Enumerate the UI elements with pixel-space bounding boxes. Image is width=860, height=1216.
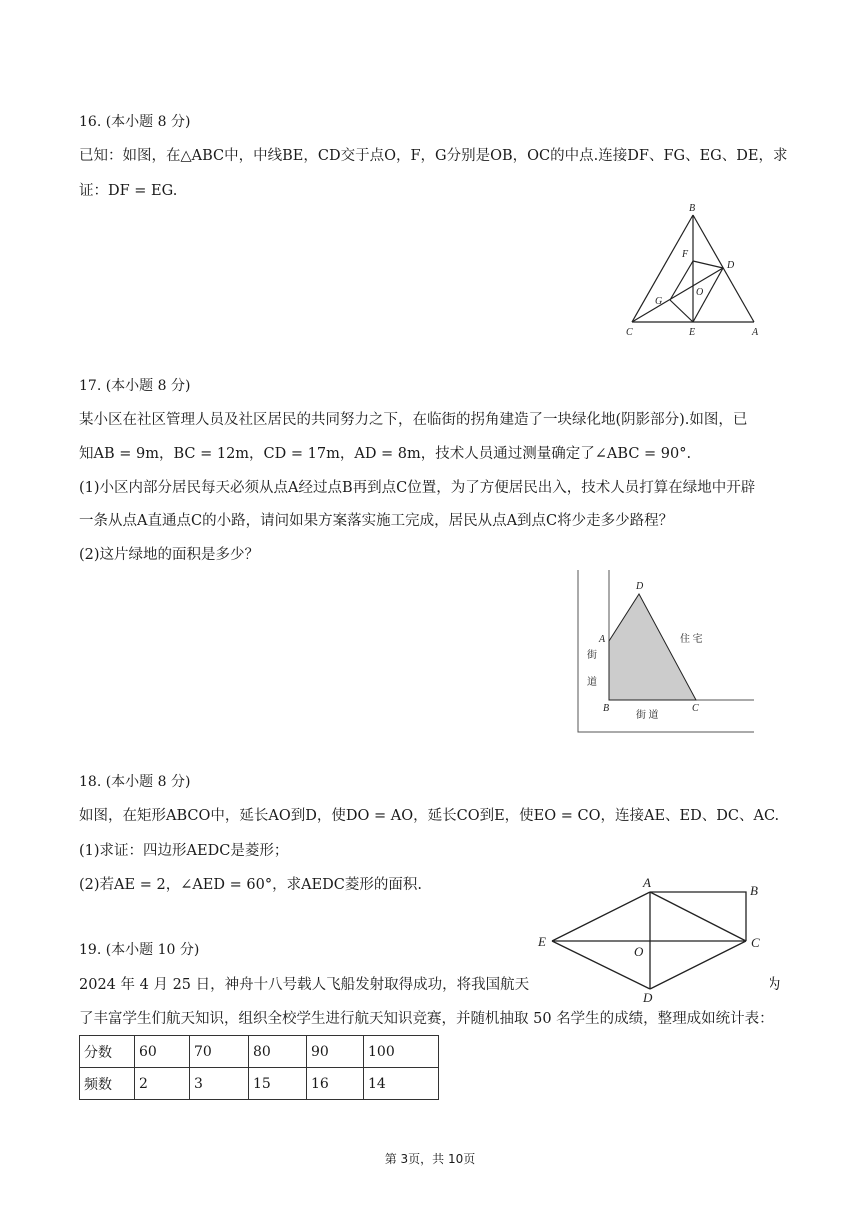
- q16-text-line1: 已知：如图，在△ABC中，中线BE，CD交于点O，F，G分别是OB，OC的中点.连接DF、FG、EG、DE，求: [79, 148, 788, 164]
- q16-label-f: F: [682, 249, 689, 260]
- q16-label-g: G: [655, 296, 663, 307]
- q17-text-line4: 一条从点A直通点C的小路，请问如果方案落实施工完成，居民从点A到点C将少走多少路程？: [79, 513, 674, 529]
- table-row: [80, 1036, 439, 1068]
- q17-street-vertical-1: 街: [587, 650, 597, 661]
- q17-label-d: D: [636, 581, 644, 592]
- q18-label-d: D: [643, 990, 653, 1005]
- table-cell: 70: [190, 1036, 249, 1068]
- q17-text-line1: 某小区在社区管理人员及社区居民的共同努力之下，在临街的拐角建造了一块绿化地(阴影部分).如图，已: [79, 412, 748, 428]
- q18-text-line3: (2)若AE = 2，∠AED = 60°，求AEDC菱形的面积.: [79, 877, 422, 893]
- q18-heading: 18. (本小题 8 分): [79, 774, 191, 790]
- score-frequency-table: [79, 1035, 439, 1100]
- q16-text-line2: 证：DF = EG.: [79, 183, 178, 199]
- table-cell: 100: [364, 1036, 439, 1068]
- q16-label-a: A: [752, 327, 759, 338]
- table-cell: 15: [249, 1068, 307, 1100]
- table-cell: 分数: [80, 1036, 135, 1068]
- page-footer: 第 3页，共 10页: [384, 1152, 476, 1166]
- table-cell: 16: [307, 1068, 364, 1100]
- q16-label-b: B: [689, 203, 696, 214]
- q19-heading: 19. (本小题 10 分): [79, 942, 200, 958]
- table-cell: 60: [135, 1036, 190, 1068]
- table-cell: 频数: [80, 1068, 135, 1100]
- q17-text-line2: 知AB = 9m，BC = 12m，CD = 17m，AD = 8m，技术人员通过测量确定了∠ABC = 90°.: [79, 446, 692, 462]
- q16-label-o: O: [696, 287, 704, 298]
- table-cell: 14: [364, 1068, 439, 1100]
- q17-label-b: B: [603, 703, 610, 714]
- table-cell: 80: [249, 1036, 307, 1068]
- q16-label-c: C: [626, 327, 633, 338]
- q17-street-horizontal: 街 道: [636, 710, 659, 721]
- table-cell: 90: [307, 1036, 364, 1068]
- q17-street-vertical-2: 道: [587, 677, 597, 688]
- q17-text-line5: (2)这片绿地的面积是多少？: [79, 547, 260, 563]
- q18-label-e: E: [538, 934, 546, 949]
- q16-triangle-figure: [620, 200, 770, 342]
- q18-text-line1: 如图，在矩形ABCO中，延长AO到D，使DO = AO，延长CO到E，使EO = CO，连接AE、ED、DC、AC.: [79, 808, 780, 824]
- q17-green-area-figure: [574, 568, 760, 736]
- q18-label-c: C: [751, 935, 760, 950]
- q19-text-line1-right: 为: [766, 977, 781, 993]
- table-cell: 2: [135, 1068, 190, 1100]
- q17-heading: 17. (本小题 8 分): [79, 378, 191, 394]
- q19-text-line2: 了丰富学生们航天知识，组织全校学生进行航天知识竞赛，并随机抽取 50 名学生的成绩，整理成如统计表：: [79, 1011, 774, 1027]
- q18-label-o: O: [634, 944, 644, 959]
- q17-text-line3: (1)小区内部分居民每天必须从点A经过点B再到点C位置，为了方便居民出入，技术人员打算在绿地中开辟: [79, 480, 756, 496]
- table-cell: 3: [190, 1068, 249, 1100]
- q18-rhombus-figure: [530, 870, 770, 1005]
- q17-residence-label: 住 宅: [680, 634, 703, 645]
- q16-label-d: D: [727, 260, 735, 271]
- q18-text-line2: (1)求证：四边形AEDC是菱形；: [79, 843, 289, 859]
- q19-text-line1-left: 2024 年 4 月 25 日，神舟十八号载人飞船发射取得成功，将我国航天: [79, 977, 530, 993]
- q17-label-c: C: [692, 703, 699, 714]
- q17-label-a: A: [599, 634, 606, 645]
- q16-heading: 16. (本小题 8 分): [79, 114, 191, 130]
- q18-label-a: A: [643, 875, 651, 890]
- q16-label-e: E: [689, 327, 696, 338]
- q18-label-b: B: [750, 883, 758, 898]
- table-row: [80, 1068, 439, 1100]
